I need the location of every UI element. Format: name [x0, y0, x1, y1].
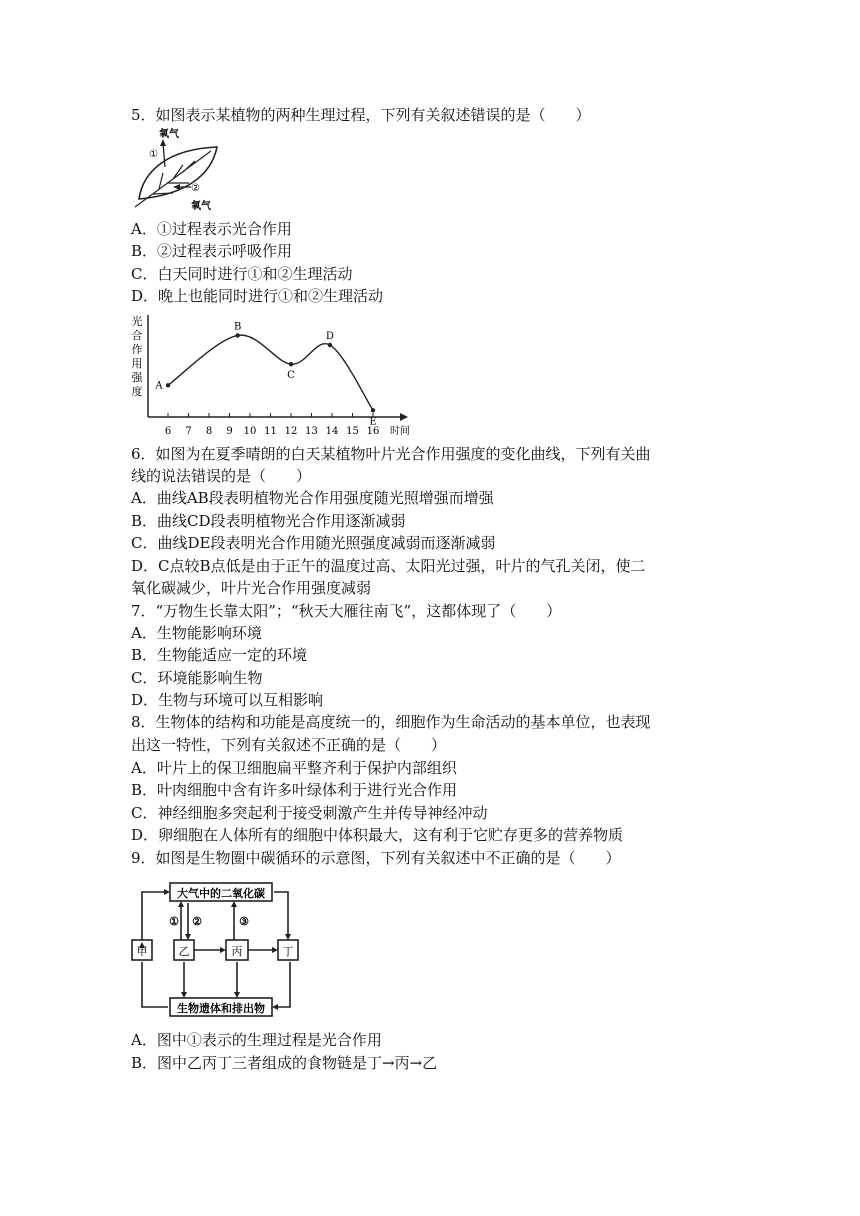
x-tick-label: 10	[243, 426, 257, 437]
point-label-E: E	[369, 416, 377, 428]
q6-option-d: D．C点较B点低是由于正午的温度过高、太阳光过强，叶片的气孔关闭，使二	[131, 557, 646, 575]
q6-option-d-cont: 氧化碳减少，叶片光合作用强度减弱	[131, 579, 372, 597]
q5-option-b: B．②过程表示呼吸作用	[131, 242, 293, 260]
label-m3: ③	[239, 915, 249, 928]
q5-option-d: D．晚上也能同时进行①和②生理活动	[131, 287, 384, 305]
q5-mark-2: ②	[191, 183, 200, 194]
point-label-B: B	[234, 321, 242, 333]
label-remains: 生物遗体和排出物	[177, 1002, 265, 1015]
ylabel-char: 光	[131, 315, 143, 328]
label-atmosphere-co2: 大气中的二氧化碳	[177, 887, 265, 900]
q5-option-a: A．①过程表示光合作用	[131, 220, 292, 238]
q9-option-b: B．图中乙丙丁三者组成的食物链是丁→丙→乙	[131, 1054, 438, 1072]
x-tick-label: 6	[164, 426, 172, 437]
q8-option-a: A．叶片上的保卫细胞扁平整齐利于保护内部组织	[131, 759, 457, 777]
point-D	[328, 343, 332, 347]
label-bing: 丙	[231, 945, 243, 958]
q7-option-d: D．生物与环境可以互相影响	[131, 691, 324, 709]
ylabel-char: 合	[131, 329, 143, 342]
q7-option-a: A．生物能影响环境	[131, 624, 262, 642]
label-m2: ②	[192, 915, 202, 928]
point-label-C: C	[287, 370, 295, 382]
x-tick-label: 8	[205, 426, 213, 437]
label-jia: 甲	[136, 945, 148, 958]
point-label-D: D	[325, 331, 334, 342]
q7-stem: 7．“万物生长靠太阳”；“秋天大雁往南飞”，这都体现了（ ）	[131, 602, 562, 620]
x-tick-label: 11	[264, 426, 277, 437]
chart-ylabel	[132, 314, 144, 398]
q6-stem-line2: 线的说法错误的是（ ）	[131, 467, 312, 485]
x-tick-label: 16	[366, 426, 380, 437]
q8-stem-line1: 8．生物体的结构和功能是高度统一的，细胞作为生命活动的基本单位，也表现	[131, 713, 651, 731]
q5-option-c: C．白天同时进行①和②生理活动	[131, 265, 353, 283]
x-tick-label: 12	[284, 426, 298, 437]
x-axis-arrow	[400, 413, 408, 421]
carbon-cycle-figure	[128, 878, 304, 1018]
point-label-A: A	[155, 380, 163, 392]
x-tick-label: 13	[305, 426, 318, 437]
q5-mark-1: ①	[149, 149, 158, 160]
q8-stem-line2: 出这一特性，下列有关叙述不正确的是（ ）	[131, 736, 447, 754]
point-E	[371, 408, 375, 412]
label-m1: ①	[169, 915, 179, 928]
q6-option-c: C．曲线DE段表明光合作用随光照强度减弱而逐渐减弱	[131, 534, 496, 552]
x-tick-label: 7	[185, 426, 192, 437]
q7-option-b: B．生物能适应一定的环境	[131, 646, 308, 664]
chart-curve	[168, 335, 373, 410]
q8-option-d: D．卵细胞在人体所有的细胞中体积最大，这有利于它贮存更多的营养物质	[131, 826, 624, 844]
x-tick-label: 9	[226, 426, 233, 437]
chart-xlabel: 时间	[390, 426, 410, 437]
arrow-1	[163, 143, 165, 167]
q9-option-a: A．图中①表示的生理过程是光合作用	[131, 1031, 382, 1049]
q6-option-a: A．曲线AB段表明植物光合作用强度随光照增强而增强	[131, 489, 494, 507]
q9-stem: 9．如图是生物圈中碳循环的示意图，下列有关叙述中不正确的是（ ）	[131, 849, 621, 867]
ylabel-char: 强	[131, 371, 143, 384]
x-tick-label: 14	[325, 426, 339, 437]
q5-bottom-gas-label: 氧气	[191, 201, 211, 212]
ylabel-char: 用	[131, 357, 143, 370]
ylabel-char: 作	[131, 343, 143, 356]
q5-top-gas-label: 氧气	[159, 129, 179, 140]
point-C	[289, 362, 293, 366]
q6-option-b: B．曲线CD段表明植物光合作用逐渐减弱	[131, 512, 406, 530]
ylabel-char: 度	[131, 385, 143, 398]
q6-stem-line1: 6．如图为在夏季晴朗的白天某植物叶片光合作用强度的变化曲线，下列有关曲	[131, 445, 651, 463]
photosynthesis-chart	[128, 311, 413, 439]
x-tick-label: 15	[346, 426, 359, 437]
q7-option-c: C．环境能影响生物	[131, 669, 263, 687]
q8-option-c: C．神经细胞多突起利于接受刺激产生并传导神经冲动	[131, 804, 488, 822]
label-yi: 乙	[178, 945, 190, 958]
point-B	[236, 333, 240, 337]
q5-stem: 5．如图表示某植物的两种生理过程，下列有关叙述错误的是（ ）	[131, 106, 591, 124]
point-A	[166, 383, 170, 387]
q8-option-b: B．叶肉细胞中含有许多叶绿体利于进行光合作用	[131, 781, 458, 799]
label-ding: 丁	[282, 945, 294, 958]
q5-leaf-figure	[133, 127, 223, 213]
